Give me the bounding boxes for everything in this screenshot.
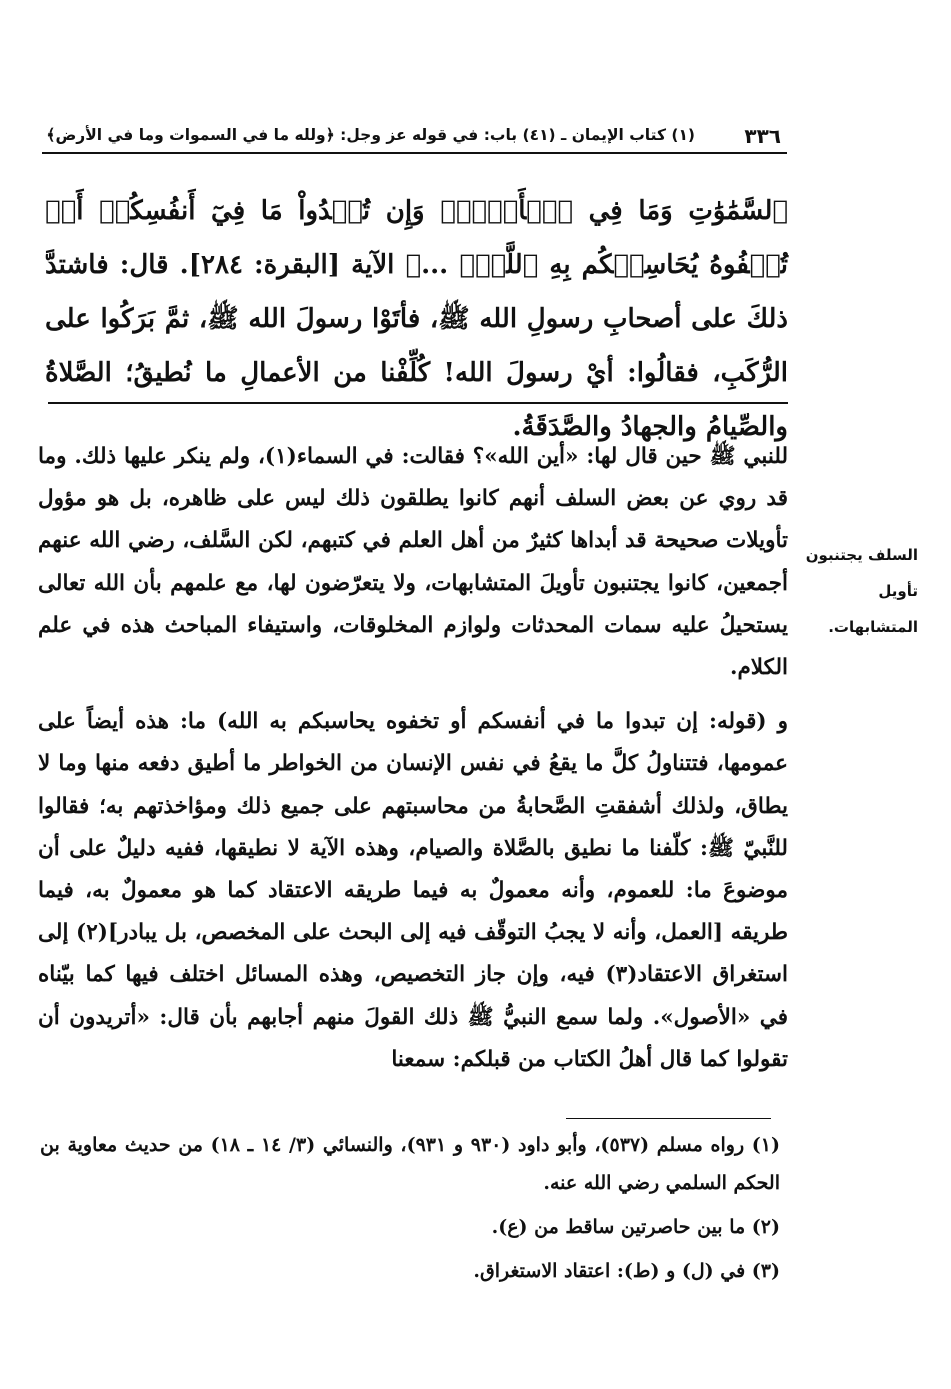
running-header (42, 118, 787, 154)
footnote-divider (566, 1118, 771, 1119)
footnote-1: (١) رواه مسلم (٥٣٧)، وأبو داود (٩٣٠ و ٩٣١)، والنسائي (٣/ ١٤ ـ ١٨) من حديث معاوية بن الحكم السلمي رضي الله عنه. (40, 1134, 781, 1194)
margin-note (800, 537, 918, 645)
commentary-paragraph-2: و (قوله: إن تبدوا ما في أنفسكم أو تخفوه يحاسبكم به الله) ما: هذه أيضاً على عمومها، فتتناولُ كلَّ ما يقعُ في نفس الإنسان من الخواطر ما أطيق دفعه منها وما لا يطاق، ولذلك أشفقتِ الصَّحابةُ من محاسبتهم على جميع ذلك ومؤاخذتهم به؛ فقالوا للنَّبيّ ﷺ: كلّفنا ما نطيق بالصَّلاة والصيام، وهذه الآية لا نطيقها، ففيه دليلٌ على أن موضوعَ ما: للعموم، وأنه معمولٌ به فيما طريقه الاعتقاد كما هو معمولٌ به، فيما طريقه [العمل، وأنه لا يجبُ التوقّف فيه إلى البحث على المخصص، بل يبادر](٢) إلى استغراق الاعتقاد(٣) فيه، وإن جاز التخصيص، وهذه المسائل اختلف فيها كما بيّناه في «الأصول». ولما سمع النبيُّ ﷺ ذلك القولَ منهم أجابهم بأن قال: «أتريدون أن تقولوا كما قال أهلُ الكتاب من قبلكم: سمعنا (38, 709, 788, 1072)
margin-note-line-3: المتشابهات. (828, 618, 918, 636)
margin-note-line-2: تأويل (878, 582, 918, 600)
commentary-block (38, 436, 788, 1081)
footnote-3: (٣) في (ل) و (ط): اعتقاد الاستغراق. (473, 1260, 780, 1282)
footnote-2: (٢) ما بين حاصرتين ساقط من (ع). (491, 1216, 780, 1238)
header-title: (١) كتاب الإيمان ـ (٤١) باب: في قوله عز وجل: ﴿ولله ما في السموات وما في الأرض﴾ (46, 126, 695, 144)
footnotes-block (40, 1126, 780, 1296)
margin-note-line-1: السلف يجتنبون (805, 546, 918, 564)
hadith-text-block: ٱلسَّمَٰوَٰتِ وَمَا فِي ٱلۡأَرۡضِۗ وَإِن تُبۡدُواْ مَا فِيٓ أَنفُسِكُمۡ أَوۡ تُخۡفُوهُ يُحَاسِبۡكُم بِهِ ٱللَّهُۖ ...﴾ الآية [البقرة: ٢٨٤]. قال: فاشتدَّ ذلكَ على أصحابِ رسولِ الله ﷺ، فأتَوْا رسولَ الله ﷺ، ثمَّ بَرَكُوا على الرُّكَبِ، فقالُوا: أيْ رسولَ الله! كُلِّفْنا من الأعمالِ ما نُطيقُ؛ الصَّلاةُ والصِّيامُ والجهادُ والصَّدَقَةُ. (45, 196, 788, 442)
section-divider (48, 402, 788, 404)
page-number: ٣٣٦ (744, 124, 781, 148)
commentary-paragraph-1: للنبي ﷺ حين قال لها: «أين الله»؟ فقالت: في السماء(١)، ولم ينكر عليها ذلك. وما قد روي عن بعض السلف أنهم كانوا يطلقون ذلك ليس على ظاهره، بل هو مؤول تأويلات صحيحة قد أبداها كثيرٌ من أهل العلم في كتبهم، لكن السَّلف، رضي الله عنهم أجمعين، كانوا يجتنبون تأويلَ المتشابهات، ولا يتعرّضون لها، مع علمهم بأن الله تعالى يستحيلُ عليه سمات المحدثات ولوازم المخلوقات، واستيفاء المباحث هذه في علم الكلام. (38, 444, 788, 681)
